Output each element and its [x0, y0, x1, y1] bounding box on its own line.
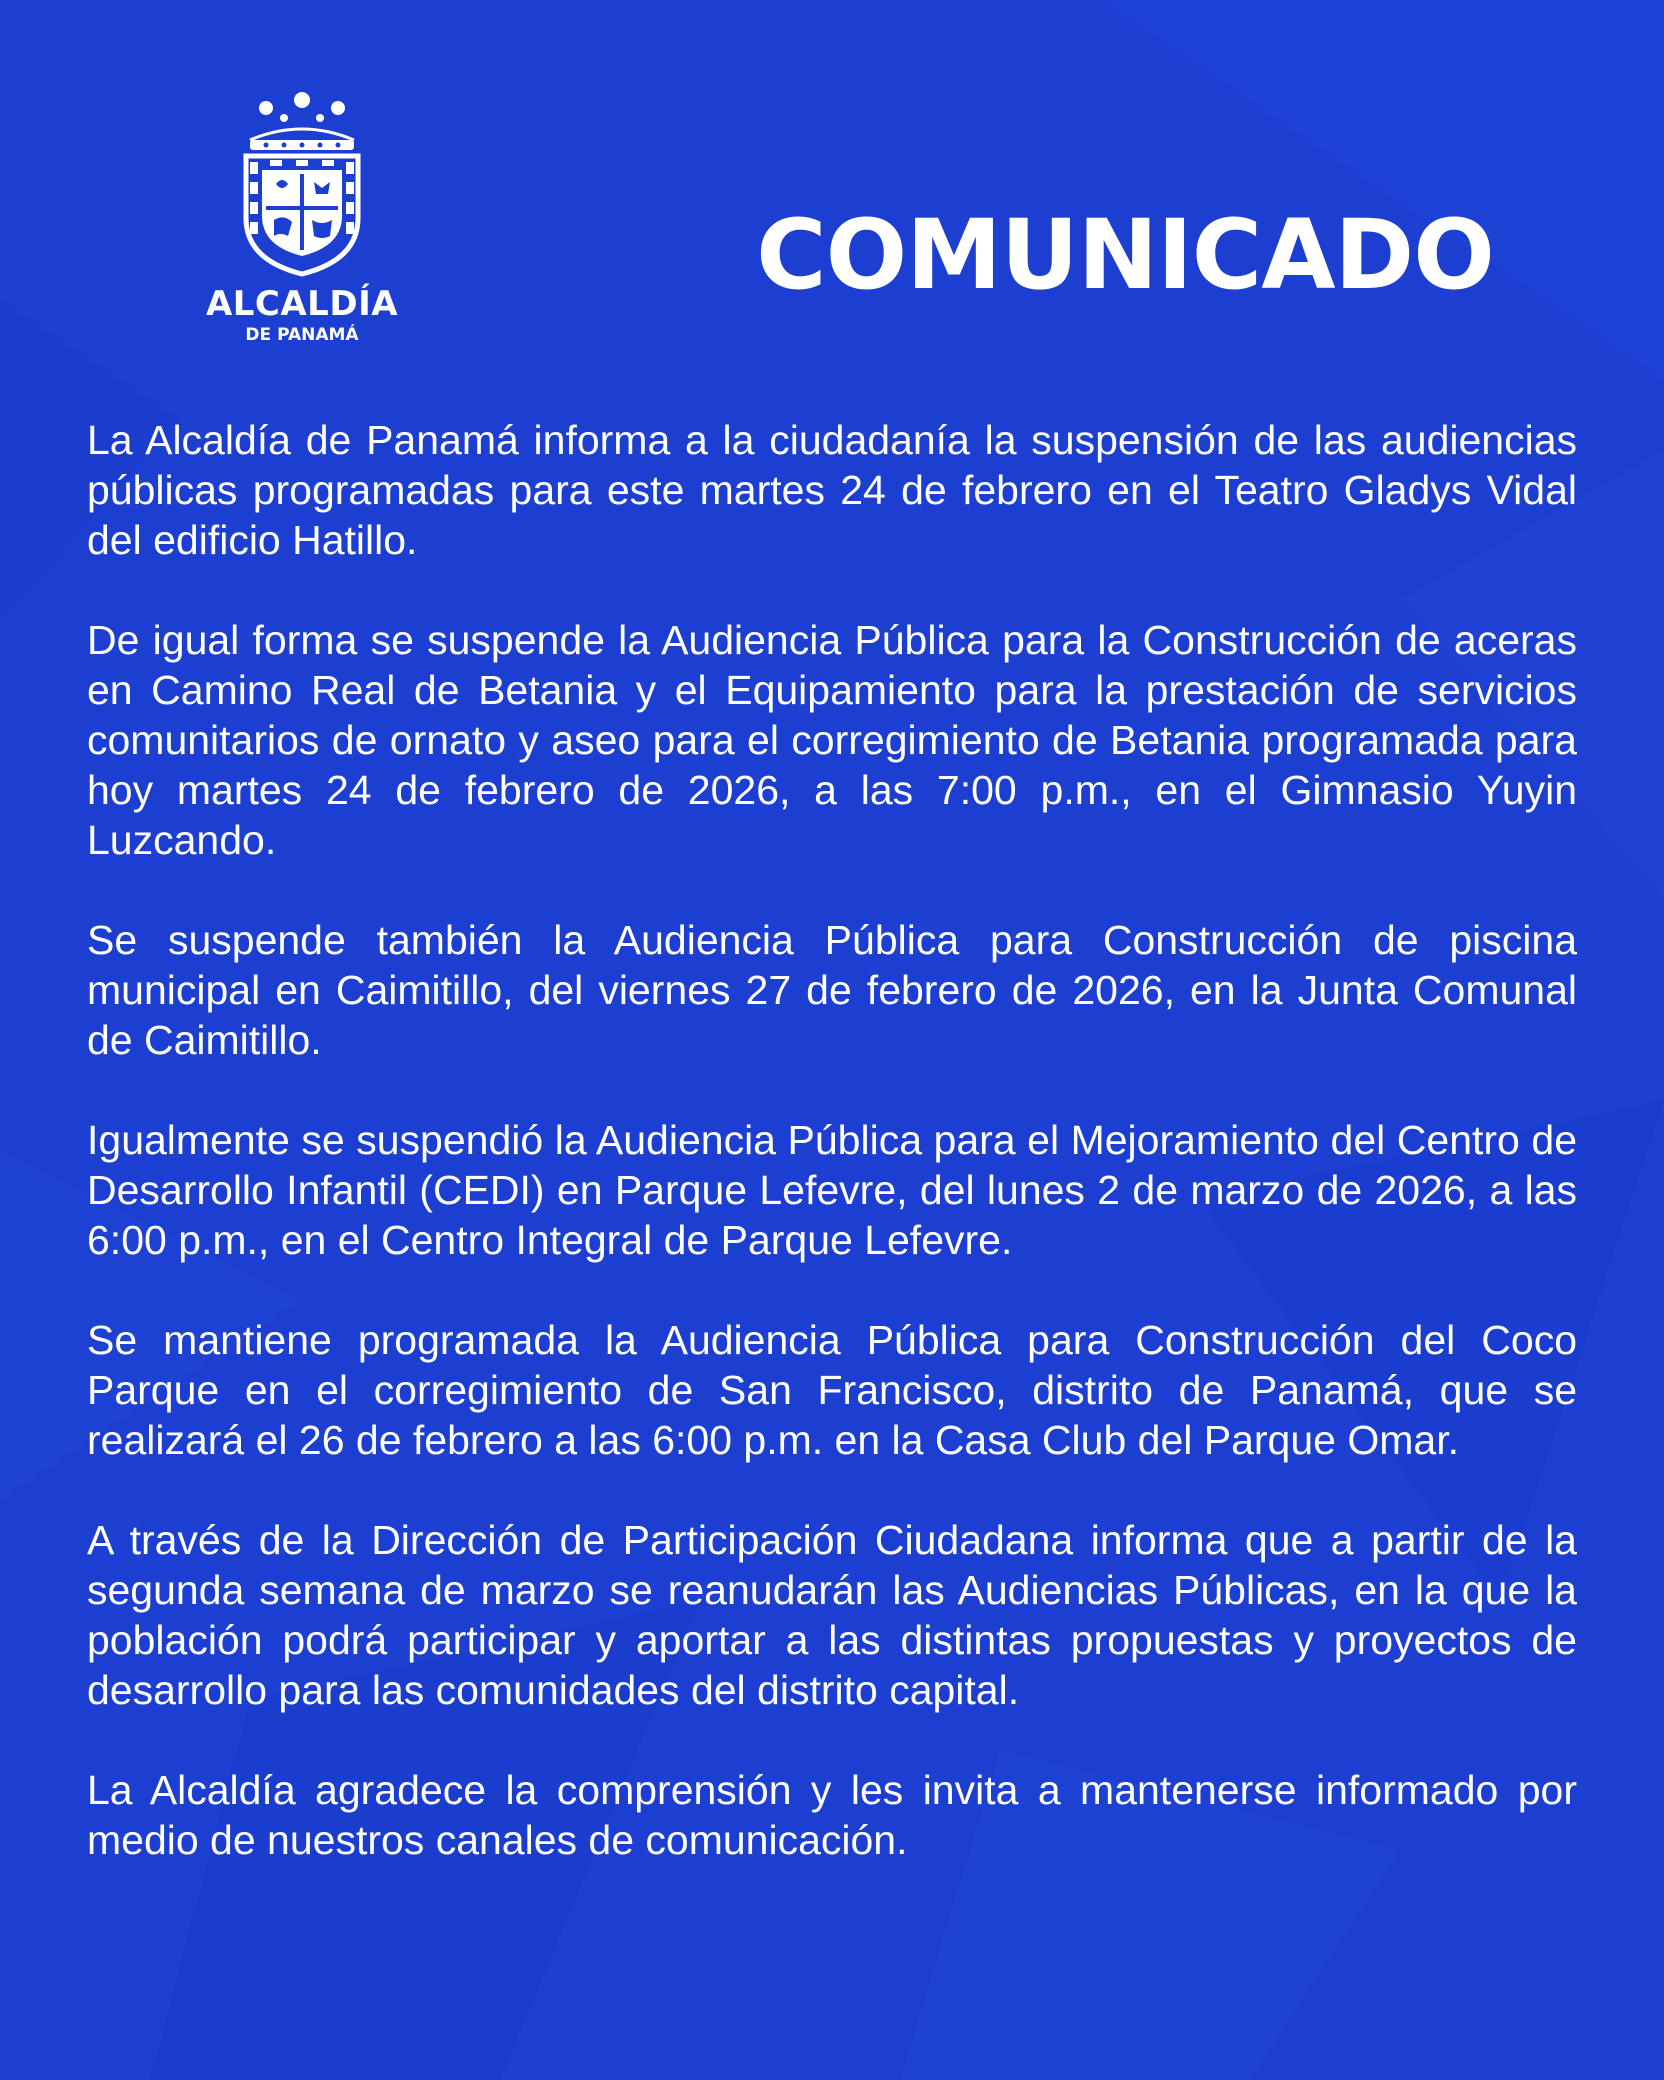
paragraph-suspension-lefevre: Igualmente se suspendió la Audiencia Pública para el Mejoramiento del Centro de Desarrollo Infantil (CEDI) en Parque Lefevre, del lunes 2 de marzo de 2026, a las 6:00 p.m., en el Centro Integral de Parque Lefevre.: [87, 1117, 1577, 1263]
paragraph-suspension-caimitillo: Se suspende también la Audiencia Pública para Construcción de piscina municipal en Caimitillo, del viernes 27 de febrero de 2026, en la Junta Comunal de Caimitillo.: [87, 917, 1577, 1063]
communique-body: [87, 415, 1577, 1915]
alcaldia-logo: [196, 88, 408, 358]
paragraph-closing: La Alcaldía agradece la comprensión y les invita a mantenerse informado por medio de nuestros canales de comunicación.: [87, 1767, 1577, 1863]
logo-subtitle: DE PANAMÁ: [245, 325, 359, 345]
paragraph-suspension-hatillo: La Alcaldía de Panamá informa a la ciudadanía la suspensión de las audiencias públicas programadas para este martes 24 de febrero en el Teatro Gladys Vidal del edificio Hatillo.: [87, 417, 1577, 563]
paragraph-maintained-coco-parque: Se mantiene programada la Audiencia Pública para Construcción del Coco Parque en el corregimiento de San Francisco, distrito de Panamá, que se realizará el 26 de febrero a las 6:00 p.m. en la Casa Club del Parque Omar.: [87, 1317, 1577, 1463]
paragraph-resumption: A través de la Dirección de Participación Ciudadana informa que a partir de la segunda semana de marzo se reanudarán las Audiencias Públicas, en la que la población podrá participar y aportar a las distintas propuestas y proyectos de desarrollo para las comunidades del distrito capital.: [87, 1517, 1577, 1713]
paragraph-suspension-betania: De igual forma se suspende la Audiencia Pública para la Construcción de aceras en Camino Real de Betania y el Equipamiento para la prestación de servicios comunitarios de ornato y aseo para el corregimiento de Betania programada para hoy martes 24 de febrero de 2026, a las 7:00 p.m., en el Gimnasio Yuyin Luzcando.: [87, 617, 1577, 863]
page-title: COMUNICADO: [756, 199, 1494, 311]
coat-of-arms-icon: [236, 88, 368, 278]
logo-name: ALCALDÍA: [205, 284, 399, 324]
